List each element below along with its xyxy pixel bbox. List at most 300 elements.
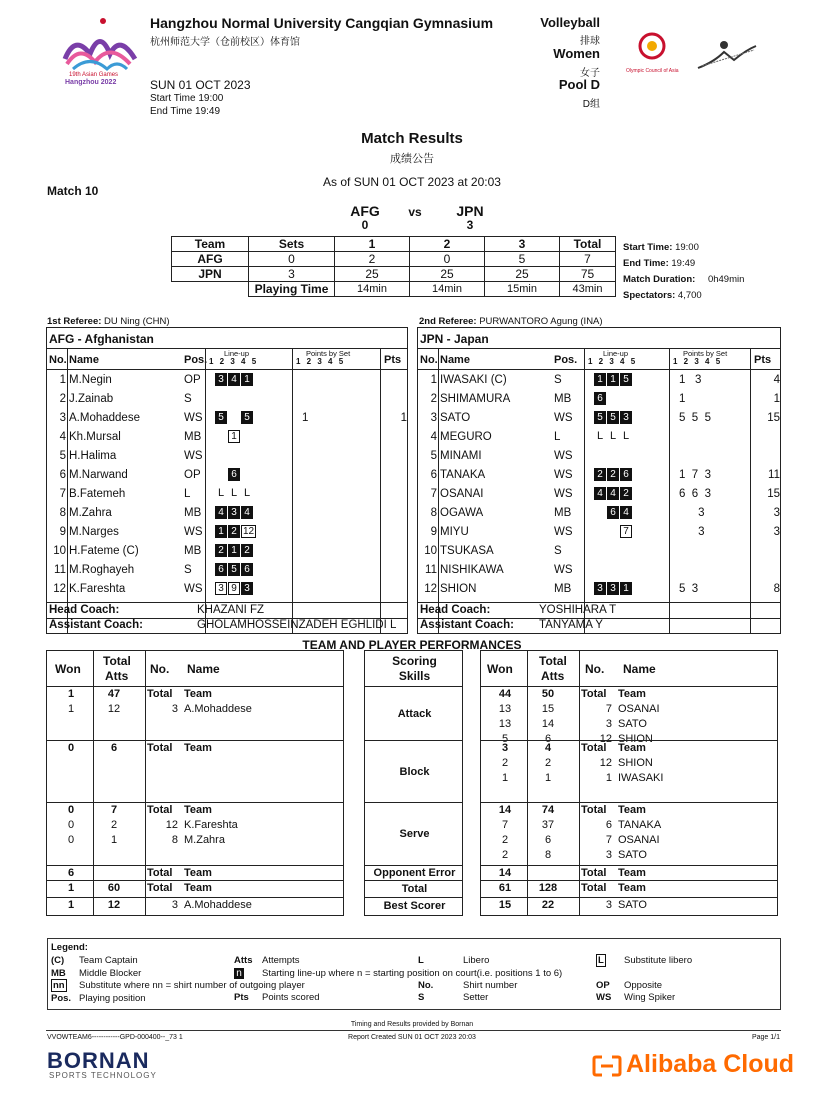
perf-no: 7 bbox=[605, 834, 612, 846]
legend-desc: Attempts bbox=[262, 955, 300, 966]
provided-by: Timing and Results provided by Bornan bbox=[350, 1021, 474, 1028]
lineup-set-1: 2 bbox=[594, 468, 606, 481]
player-points: 15 bbox=[767, 412, 780, 424]
start-time: Start Time 19:00 bbox=[150, 93, 224, 104]
lineup-set-1: 4 bbox=[215, 506, 227, 519]
perf-no: 1 bbox=[605, 772, 612, 784]
perf-atts: 2 bbox=[544, 757, 552, 769]
perf-atts: 7 bbox=[110, 804, 118, 816]
lineup-set-1 bbox=[215, 468, 227, 481]
player-points: 1 bbox=[773, 393, 780, 405]
pool: Pool D bbox=[558, 77, 600, 92]
lineup-set-1: 3 bbox=[594, 582, 606, 595]
player-number: 4 bbox=[59, 431, 66, 443]
player-position: WS bbox=[554, 526, 573, 538]
player-points-by-set: 1 3 bbox=[679, 374, 702, 386]
col-pbs-sets: 1 2 3 4 5 bbox=[673, 357, 721, 366]
lineup-set-1: L bbox=[596, 430, 604, 442]
venue-cn: 杭州师范大学（仓前校区）体育馆 bbox=[150, 37, 300, 48]
legend-desc: Points scored bbox=[262, 992, 320, 1003]
player-points: 4 bbox=[773, 374, 780, 386]
player-lineup bbox=[215, 506, 254, 519]
sets-cell: 25 bbox=[485, 267, 560, 282]
player-name: M.Roghayeh bbox=[69, 564, 135, 576]
second-referee-name: PURWANTORO Agung (INA) bbox=[479, 316, 603, 327]
perf-name: Team bbox=[184, 882, 212, 894]
lineup-set-3: 3 bbox=[241, 582, 253, 595]
sport: Volleyball bbox=[540, 15, 600, 30]
perf-atts: 6 bbox=[110, 742, 118, 754]
perf-name: A.Mohaddese bbox=[184, 703, 252, 715]
legend-key: n bbox=[234, 968, 262, 981]
team2-code: JPN bbox=[456, 203, 484, 219]
perf-won: 13 bbox=[498, 703, 512, 715]
perf-name: SATO bbox=[618, 899, 647, 911]
col-pbs-sets: 1 2 3 4 5 bbox=[296, 357, 344, 366]
player-name: SATO bbox=[440, 412, 471, 424]
afg-header-rule bbox=[47, 369, 407, 370]
perf-atts: 8 bbox=[544, 849, 552, 861]
player-number: 5 bbox=[59, 450, 66, 462]
perf-atts: 50 bbox=[541, 688, 555, 700]
lineup-set-3: 3 bbox=[620, 411, 632, 424]
first-referee-label: 1st Referee: bbox=[47, 316, 102, 327]
perf-atts: 14 bbox=[541, 718, 555, 730]
sets-header-1: 1 bbox=[335, 237, 410, 252]
perf-won: 2 bbox=[501, 757, 509, 769]
duration-value: 0h49min bbox=[707, 274, 745, 285]
sets-row-team: JPN bbox=[172, 267, 249, 282]
player-number: 2 bbox=[430, 393, 437, 405]
team1-sets: 0 bbox=[361, 218, 369, 232]
perf-atts: 128 bbox=[538, 882, 558, 894]
player-number: 12 bbox=[424, 583, 437, 595]
perf-name: Team bbox=[618, 867, 646, 879]
skills-rule bbox=[365, 880, 462, 881]
perf-won: 7 bbox=[501, 819, 509, 831]
player-points-by-set: 1 bbox=[679, 393, 686, 405]
perf-name: Team bbox=[618, 804, 646, 816]
perf-section-rule bbox=[481, 897, 777, 898]
player-points-by-set: 1 bbox=[302, 412, 309, 424]
legend-desc: Starting line-up where n = starting position on court(i.e. positions 1 to 6) bbox=[262, 967, 563, 979]
perf-atts: 1 bbox=[544, 772, 552, 784]
playing-time-cell: 14min bbox=[410, 282, 485, 297]
lineup-set-1: 4 bbox=[594, 487, 606, 500]
player-points-by-set: 1 7 3 bbox=[679, 469, 711, 481]
perf-won: 44 bbox=[498, 688, 512, 700]
perf-h-won: Won bbox=[487, 662, 513, 676]
player-position: S bbox=[554, 545, 562, 557]
alibaba-logo: Alibaba Cloud bbox=[626, 1050, 795, 1078]
player-position: WS bbox=[554, 450, 573, 462]
lineup-set-1: 5 bbox=[594, 411, 606, 424]
player-points-by-set: 5 3 bbox=[679, 583, 699, 595]
player-points-by-set: 3 bbox=[679, 526, 705, 538]
skills-header-2: Skills bbox=[398, 669, 431, 683]
perf-h-no: No. bbox=[150, 662, 170, 676]
results-title: Match Results bbox=[361, 130, 463, 147]
player-position: S bbox=[184, 393, 192, 405]
player-lineup bbox=[594, 430, 633, 443]
player-points: 3 bbox=[773, 507, 780, 519]
perf-won: 0 bbox=[67, 742, 75, 754]
lineup-set-2: L bbox=[230, 487, 238, 499]
bornan-sub: SPORTS TECHNOLOGY bbox=[49, 1071, 157, 1080]
perf-name: Team bbox=[618, 882, 646, 894]
perf-name: Team bbox=[184, 867, 212, 879]
sets-cell: 3 bbox=[249, 267, 335, 282]
end-time: End Time 19:49 bbox=[150, 106, 221, 117]
player-position: MB bbox=[184, 431, 202, 443]
legend-desc: Wing Spiker bbox=[624, 992, 676, 1003]
perf-section-rule bbox=[47, 865, 343, 866]
perf-no: Total bbox=[147, 867, 173, 879]
legend-desc: Setter bbox=[463, 992, 489, 1003]
sport-cn: 排球 bbox=[580, 36, 600, 47]
lineup-set-1: 6 bbox=[594, 392, 606, 405]
skill-label: Opponent Error bbox=[373, 867, 456, 879]
perf-atts: 12 bbox=[107, 703, 121, 715]
assistant-coach-name: TANYAMA Y bbox=[539, 619, 603, 631]
player-lineup bbox=[215, 487, 254, 500]
legend-key: WS bbox=[596, 992, 612, 1003]
player-number: 4 bbox=[430, 431, 437, 443]
player-name: IWASAKI (C) bbox=[440, 374, 507, 386]
perf-name: SHION bbox=[618, 757, 653, 769]
perf-won: 0 bbox=[67, 804, 75, 816]
skills-rule bbox=[365, 740, 462, 741]
perf-atts: 2 bbox=[110, 819, 118, 831]
player-points: 3 bbox=[773, 526, 780, 538]
perf-no: 12 bbox=[165, 819, 178, 831]
lineup-set-1 bbox=[215, 430, 227, 443]
perf-name: Team bbox=[618, 688, 646, 700]
lineup-set-2: 2 bbox=[607, 468, 619, 481]
perf-h-atts: Atts bbox=[105, 669, 129, 683]
player-number: 7 bbox=[59, 488, 66, 500]
player-position: MB bbox=[554, 507, 572, 519]
legend-desc: Shirt number bbox=[463, 980, 518, 991]
sets-row-team: AFG bbox=[172, 252, 249, 267]
player-points-by-set: 5 5 5 bbox=[679, 412, 711, 424]
player-name: B.Fatemeh bbox=[69, 488, 126, 500]
player-name: M.Narges bbox=[69, 526, 119, 538]
perf-title: TEAM AND PLAYER PERFORMANCES bbox=[302, 638, 522, 652]
lineup-set-2: 3 bbox=[228, 506, 240, 519]
lineup-set-1: 3 bbox=[215, 582, 227, 595]
end-label: End Time: bbox=[623, 258, 669, 269]
afg-coach-rule bbox=[47, 602, 407, 603]
bornan-logo: BORNAN bbox=[47, 1048, 150, 1073]
sets-cell: 75 bbox=[560, 267, 616, 282]
perf-won: 3 bbox=[501, 742, 509, 754]
perf-name: Team bbox=[184, 804, 212, 816]
lineup-set-2: 1 bbox=[228, 544, 240, 557]
perf-section-rule bbox=[47, 880, 343, 881]
lineup-set-2 bbox=[607, 525, 619, 538]
legend-key: L bbox=[418, 955, 424, 966]
lineup-set-3: 5 bbox=[620, 373, 632, 386]
player-number: 5 bbox=[430, 450, 437, 462]
player-number: 1 bbox=[59, 374, 66, 386]
perf-section-rule bbox=[481, 865, 777, 866]
perf-name: SHION bbox=[618, 733, 653, 745]
perf-atts: 22 bbox=[541, 899, 555, 911]
col-pts: Pts bbox=[754, 354, 772, 366]
sets-cell: 5 bbox=[485, 252, 560, 267]
lineup-set-1: 1 bbox=[215, 525, 227, 538]
lineup-set-3: 6 bbox=[620, 468, 632, 481]
lineup-set-1: 5 bbox=[215, 411, 227, 424]
lineup-set-2: 2 bbox=[228, 525, 240, 538]
col-divider bbox=[438, 349, 439, 633]
lineup-set-3: 5 bbox=[241, 411, 253, 424]
alibaba-icon bbox=[592, 1054, 622, 1078]
perf-won: 1 bbox=[501, 772, 509, 784]
perf-col-divider bbox=[579, 651, 580, 915]
end-value: 19:49 bbox=[671, 258, 696, 269]
perf-h-total: Total bbox=[539, 654, 567, 668]
perf-atts: 4 bbox=[544, 742, 552, 754]
player-number: 8 bbox=[59, 507, 66, 519]
perf-won: 13 bbox=[498, 718, 512, 730]
player-position: L bbox=[554, 431, 561, 443]
col-divider bbox=[205, 349, 206, 633]
games-logo-text1: 19th Asian Games bbox=[69, 72, 119, 78]
perf-won: 0 bbox=[67, 819, 75, 831]
playing-time-cell: 14min bbox=[335, 282, 410, 297]
perf-section-rule bbox=[47, 897, 343, 898]
spectators-label: Spectators: bbox=[623, 290, 676, 301]
player-position: OP bbox=[184, 374, 201, 386]
legend-desc: Team Captain bbox=[79, 955, 138, 966]
col-divider bbox=[67, 349, 68, 633]
perf-won: 1 bbox=[67, 882, 75, 894]
player-name: Kh.Mursal bbox=[69, 431, 121, 443]
playing-time-cell: 43min bbox=[560, 282, 616, 297]
sets-header-team: Team bbox=[172, 237, 249, 252]
player-number: 11 bbox=[54, 564, 66, 576]
perf-won: 14 bbox=[498, 804, 512, 816]
player-lineup bbox=[215, 373, 254, 386]
afg-bottom-rule bbox=[46, 633, 408, 634]
perf-no: Total bbox=[581, 688, 607, 700]
perf-no: 3 bbox=[605, 899, 612, 911]
player-position: WS bbox=[184, 450, 203, 462]
perf-name: SATO bbox=[618, 849, 647, 861]
perf-col-divider bbox=[93, 651, 94, 915]
sets-header-2: 2 bbox=[410, 237, 485, 252]
gender-cn: 女子 bbox=[580, 68, 600, 79]
team2-sets: 3 bbox=[466, 218, 474, 232]
perf-atts: 60 bbox=[107, 882, 121, 894]
start-label: Start Time: bbox=[623, 242, 673, 253]
perf-h-name: Name bbox=[187, 662, 220, 676]
legend-desc: Opposite bbox=[624, 979, 663, 991]
perf-name: K.Fareshta bbox=[184, 819, 238, 831]
perf-atts: 6 bbox=[544, 834, 552, 846]
perf-section-rule bbox=[47, 686, 343, 687]
player-number: 6 bbox=[430, 469, 437, 481]
player-lineup bbox=[215, 525, 257, 538]
lineup-set-2: 4 bbox=[228, 373, 240, 386]
afg-roster bbox=[46, 327, 408, 633]
perf-name: TANAKA bbox=[618, 819, 662, 831]
pool-cn: D组 bbox=[582, 99, 600, 110]
lineup-set-2: 1 bbox=[228, 430, 240, 443]
as-of: As of SUN 01 OCT 2023 at 20:03 bbox=[323, 175, 501, 189]
col-lineup: Line-up bbox=[603, 349, 629, 358]
lineup-set-2 bbox=[228, 411, 240, 424]
jpn-bottom-rule bbox=[417, 633, 781, 634]
perf-no: 3 bbox=[171, 703, 178, 715]
player-number: 10 bbox=[424, 545, 437, 557]
perf-won: 14 bbox=[498, 867, 512, 879]
legend-key: MB bbox=[51, 967, 66, 979]
player-name: SHIMAMURA bbox=[440, 393, 511, 405]
assistant-coach-label: Assistant Coach: bbox=[420, 619, 514, 631]
lineup-set-3: 2 bbox=[241, 544, 253, 557]
perf-no: Total bbox=[581, 742, 607, 754]
player-number: 1 bbox=[430, 374, 437, 386]
col-no: No. bbox=[420, 354, 438, 366]
perf-won: 1 bbox=[67, 703, 75, 715]
perf-won: 2 bbox=[501, 849, 509, 861]
col-points-by-set: Points by Set bbox=[306, 349, 351, 358]
legend-desc: Substitute where nn = shirt number of outgoing player bbox=[79, 980, 305, 991]
perf-no: 3 bbox=[605, 849, 612, 861]
perf-section-rule bbox=[481, 740, 777, 741]
games-logo-text2: Hangzhou 2022 bbox=[65, 79, 117, 86]
player-name: A.Mohaddese bbox=[69, 412, 140, 424]
lineup-set-3: 1 bbox=[241, 373, 253, 386]
lineup-set-2: 4 bbox=[607, 487, 619, 500]
lineup-set-1: L bbox=[217, 487, 225, 499]
player-number: 9 bbox=[430, 526, 437, 538]
results-title-cn: 成绩公告 bbox=[390, 153, 434, 165]
player-position: MB bbox=[554, 583, 572, 595]
player-lineup bbox=[215, 582, 254, 595]
perf-section-rule bbox=[481, 802, 777, 803]
legend-desc: Libero bbox=[463, 955, 490, 966]
sets-cell: 7 bbox=[560, 252, 616, 267]
player-lineup bbox=[594, 468, 633, 481]
player-name: TANAKA bbox=[440, 469, 486, 481]
perf-atts: 1 bbox=[110, 834, 118, 846]
player-lineup bbox=[594, 392, 607, 405]
jpn-team-title: JPN - Japan bbox=[420, 332, 489, 346]
col-name: Name bbox=[69, 354, 99, 366]
skills-rule bbox=[365, 802, 462, 803]
lineup-set-2: 5 bbox=[607, 411, 619, 424]
playing-time-cell: 15min bbox=[485, 282, 560, 297]
player-number: 11 bbox=[425, 564, 437, 576]
lineup-set-2: 6 bbox=[228, 468, 240, 481]
legend-key: No. bbox=[418, 980, 434, 991]
perf-no: Total bbox=[581, 804, 607, 816]
perf-atts: 74 bbox=[541, 804, 555, 816]
sets-header-3: 3 bbox=[485, 237, 560, 252]
col-divider bbox=[292, 349, 293, 633]
skill-label: Best Scorer bbox=[383, 899, 446, 912]
perf-atts: 15 bbox=[541, 703, 555, 715]
perf-won: 1 bbox=[67, 688, 75, 700]
player-position: S bbox=[554, 374, 562, 386]
player-name: H.Fateme (C) bbox=[69, 545, 139, 557]
player-name: TSUKASA bbox=[440, 545, 494, 557]
legend-key: Atts bbox=[234, 955, 253, 966]
perf-h-name: Name bbox=[623, 662, 656, 676]
oca-logo bbox=[626, 30, 692, 80]
player-name: MEGURO bbox=[440, 431, 492, 443]
legend-key: L bbox=[598, 955, 604, 966]
player-lineup bbox=[594, 411, 633, 424]
legend-title: Legend: bbox=[51, 942, 88, 953]
legend-key: nn bbox=[53, 980, 65, 991]
jpn-coach-rule bbox=[418, 602, 780, 603]
sets-cell: 0 bbox=[249, 252, 335, 267]
perf-won: 61 bbox=[498, 882, 512, 894]
right-perf-table bbox=[480, 650, 778, 916]
perf-name: SATO bbox=[618, 718, 647, 730]
lineup-set-3: L bbox=[622, 430, 630, 442]
lineup-set-1 bbox=[594, 506, 606, 519]
team1-code: AFG bbox=[350, 203, 380, 219]
perf-no: 7 bbox=[605, 703, 612, 715]
gender: Women bbox=[553, 46, 600, 61]
player-points: 15 bbox=[767, 488, 780, 500]
lineup-set-3: 4 bbox=[620, 506, 632, 519]
col-divider bbox=[669, 349, 670, 633]
assistant-coach-label: Assistant Coach: bbox=[49, 619, 143, 631]
lineup-set-1: 2 bbox=[215, 544, 227, 557]
player-name: M.Zahra bbox=[69, 507, 112, 519]
col-divider bbox=[750, 349, 751, 633]
lineup-set-3: 12 bbox=[242, 526, 255, 537]
legend-key: (C) bbox=[51, 955, 65, 966]
head-coach-name: YOSHIHARA T bbox=[539, 604, 617, 616]
col-pos: Pos. bbox=[184, 354, 208, 366]
lineup-set-1: 3 bbox=[215, 373, 227, 386]
perf-h-won: Won bbox=[55, 662, 81, 676]
player-points: 8 bbox=[773, 583, 780, 595]
player-points-by-set: 3 bbox=[679, 507, 705, 519]
sets-table bbox=[171, 236, 616, 297]
lineup-set-3: 1 bbox=[620, 582, 632, 595]
player-lineup bbox=[215, 544, 254, 557]
skills-rule bbox=[365, 897, 462, 898]
perf-won: 2 bbox=[501, 834, 509, 846]
player-lineup bbox=[215, 411, 254, 424]
perf-no: Total bbox=[147, 742, 173, 754]
duration-label: Match Duration: bbox=[623, 274, 696, 285]
perf-name: A.Mohaddese bbox=[184, 899, 252, 911]
player-number: 3 bbox=[430, 412, 437, 424]
perf-atts: 12 bbox=[107, 899, 121, 911]
match-info bbox=[623, 240, 744, 304]
legend-key: Pos. bbox=[51, 992, 72, 1004]
player-lineup bbox=[594, 487, 633, 500]
player-lineup bbox=[594, 525, 633, 538]
player-position: MB bbox=[554, 393, 572, 405]
player-position: WS bbox=[554, 469, 573, 481]
col-no: No. bbox=[49, 354, 67, 366]
player-points: 1 bbox=[400, 412, 407, 424]
player-name: NISHIKAWA bbox=[440, 564, 504, 576]
spectators-value: 4,700 bbox=[677, 290, 702, 301]
col-lineup: Line-up bbox=[224, 349, 250, 358]
